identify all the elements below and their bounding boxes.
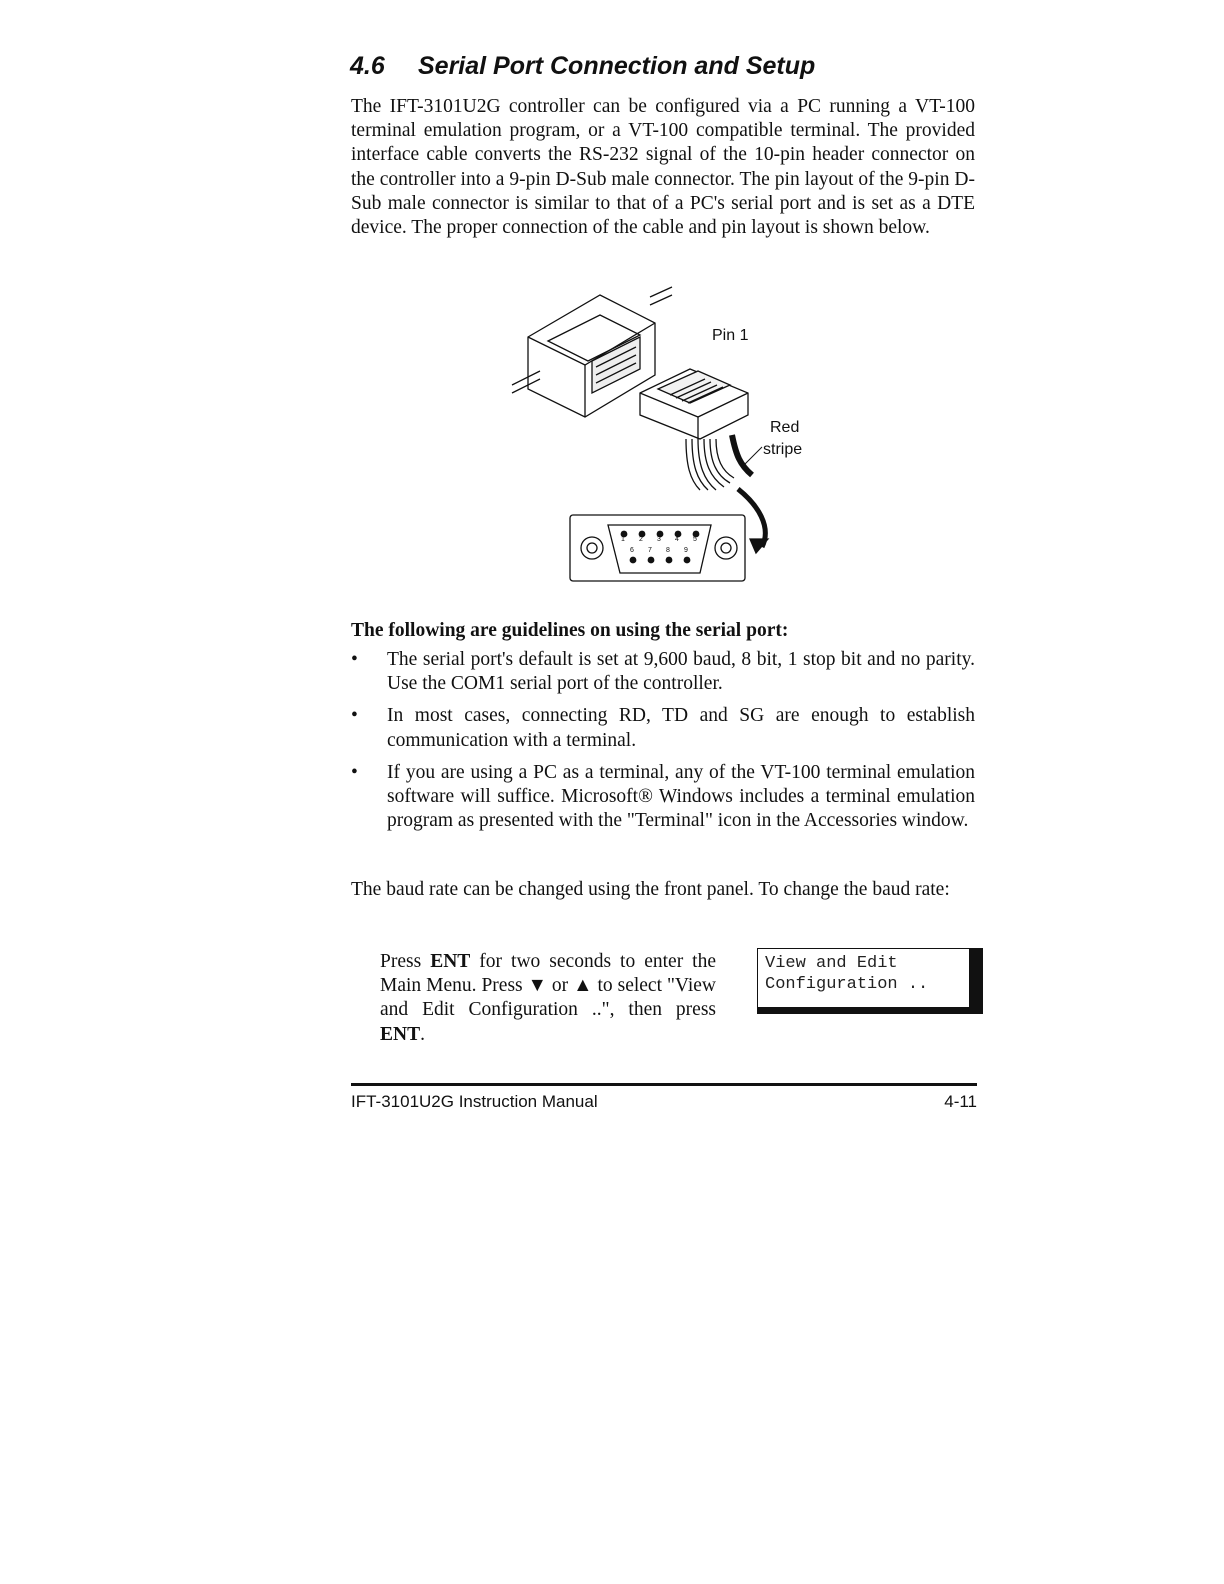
ribbon-plug xyxy=(640,369,748,439)
bullet-marker: • xyxy=(351,649,358,670)
footer-rule xyxy=(351,1083,977,1086)
instruction-paragraph xyxy=(380,950,716,1047)
section-number: 4.6 xyxy=(350,52,385,80)
intro-paragraph: The IFT-3101U2G controller can be configured via a PC running a VT-100 terminal emulation program, or a VT-100 compatible terminal. The provided interface cable converts the RS-232 signal of the 10-pin header connector on the controller into a 9-pin D-Sub male connector. The pin layout of the 9-pin D-Sub male connector is similar to that of a PC's serial port and is set as a DTE device. The proper connection of the cable and pin layout is shown below. xyxy=(351,96,975,239)
bullet-marker: • xyxy=(351,761,358,783)
lcd-display xyxy=(757,948,983,1014)
lcd-line-1: View and Edit xyxy=(765,954,898,973)
baud-paragraph: The baud rate can be changed using the front panel. To change the baud rate: xyxy=(351,879,950,900)
dsub-connector xyxy=(570,515,745,581)
pin-number-8: 8 xyxy=(666,547,670,554)
pin-number-6: 6 xyxy=(630,547,634,554)
instruction-text: . xyxy=(420,1023,425,1045)
guidelines-list xyxy=(351,648,975,841)
pin-number-7: 7 xyxy=(648,547,652,554)
list-item-text: In most cases, connecting RD, TD and SG are enough to establish communication with a terminal. xyxy=(387,705,975,751)
bullet-marker: • xyxy=(351,705,358,727)
pin-number-9: 9 xyxy=(684,547,688,554)
section-title: Serial Port Connection and Setup xyxy=(418,52,816,80)
instruction-text: or xyxy=(546,975,574,997)
pin1-label: Pin 1 xyxy=(712,327,749,344)
header-connector xyxy=(512,287,672,417)
pin-number-1: 1 xyxy=(621,536,625,543)
instruction-text: to select "View and Edit Configuration ..", then press xyxy=(380,975,716,1021)
footer-manual-title: IFT-3101U2G Instruction Manual xyxy=(351,1092,598,1111)
pin-number-2: 2 xyxy=(639,536,643,543)
pin-number-3: 3 xyxy=(657,536,661,543)
list-item xyxy=(351,761,975,834)
list-item-text: The serial port's default is set at 9,600 baud, 8 bit, 1 stop bit and no parity. Use the COM1 serial port of the controller. xyxy=(387,649,975,695)
instruction-text: Press xyxy=(380,951,431,972)
ribbon-wires xyxy=(686,439,734,490)
cable-diagram xyxy=(500,285,830,595)
list-item xyxy=(351,648,975,696)
lcd-line-2: Configuration .. xyxy=(765,975,929,994)
list-item-text: If you are using a PC as a terminal, any of the VT-100 terminal emulation software will suffice. Microsoft® Windows includes a terminal emulation program as presented with the "Terminal" icon in the Accessories window. xyxy=(387,761,975,832)
down-arrow-icon: ▼ xyxy=(527,975,547,997)
instruction-text: for two seconds to enter the Main Menu. Press xyxy=(380,951,717,997)
ent-key-label: ENT xyxy=(380,1023,421,1045)
ent-key-label: ENT xyxy=(430,951,471,972)
footer-page-number: 4-11 xyxy=(944,1092,977,1111)
section-heading xyxy=(350,52,815,81)
red-stripe-wire xyxy=(732,435,752,475)
red-label: Red xyxy=(770,419,800,436)
up-arrow-icon: ▲ xyxy=(573,975,593,997)
pin-number-5: 5 xyxy=(693,536,697,543)
guidelines-heading: The following are guidelines on using the serial port: xyxy=(351,620,789,641)
cable-illustration xyxy=(500,285,830,595)
list-item xyxy=(351,704,975,752)
stripe-label: stripe xyxy=(763,441,803,458)
pin-number-4: 4 xyxy=(675,536,679,543)
